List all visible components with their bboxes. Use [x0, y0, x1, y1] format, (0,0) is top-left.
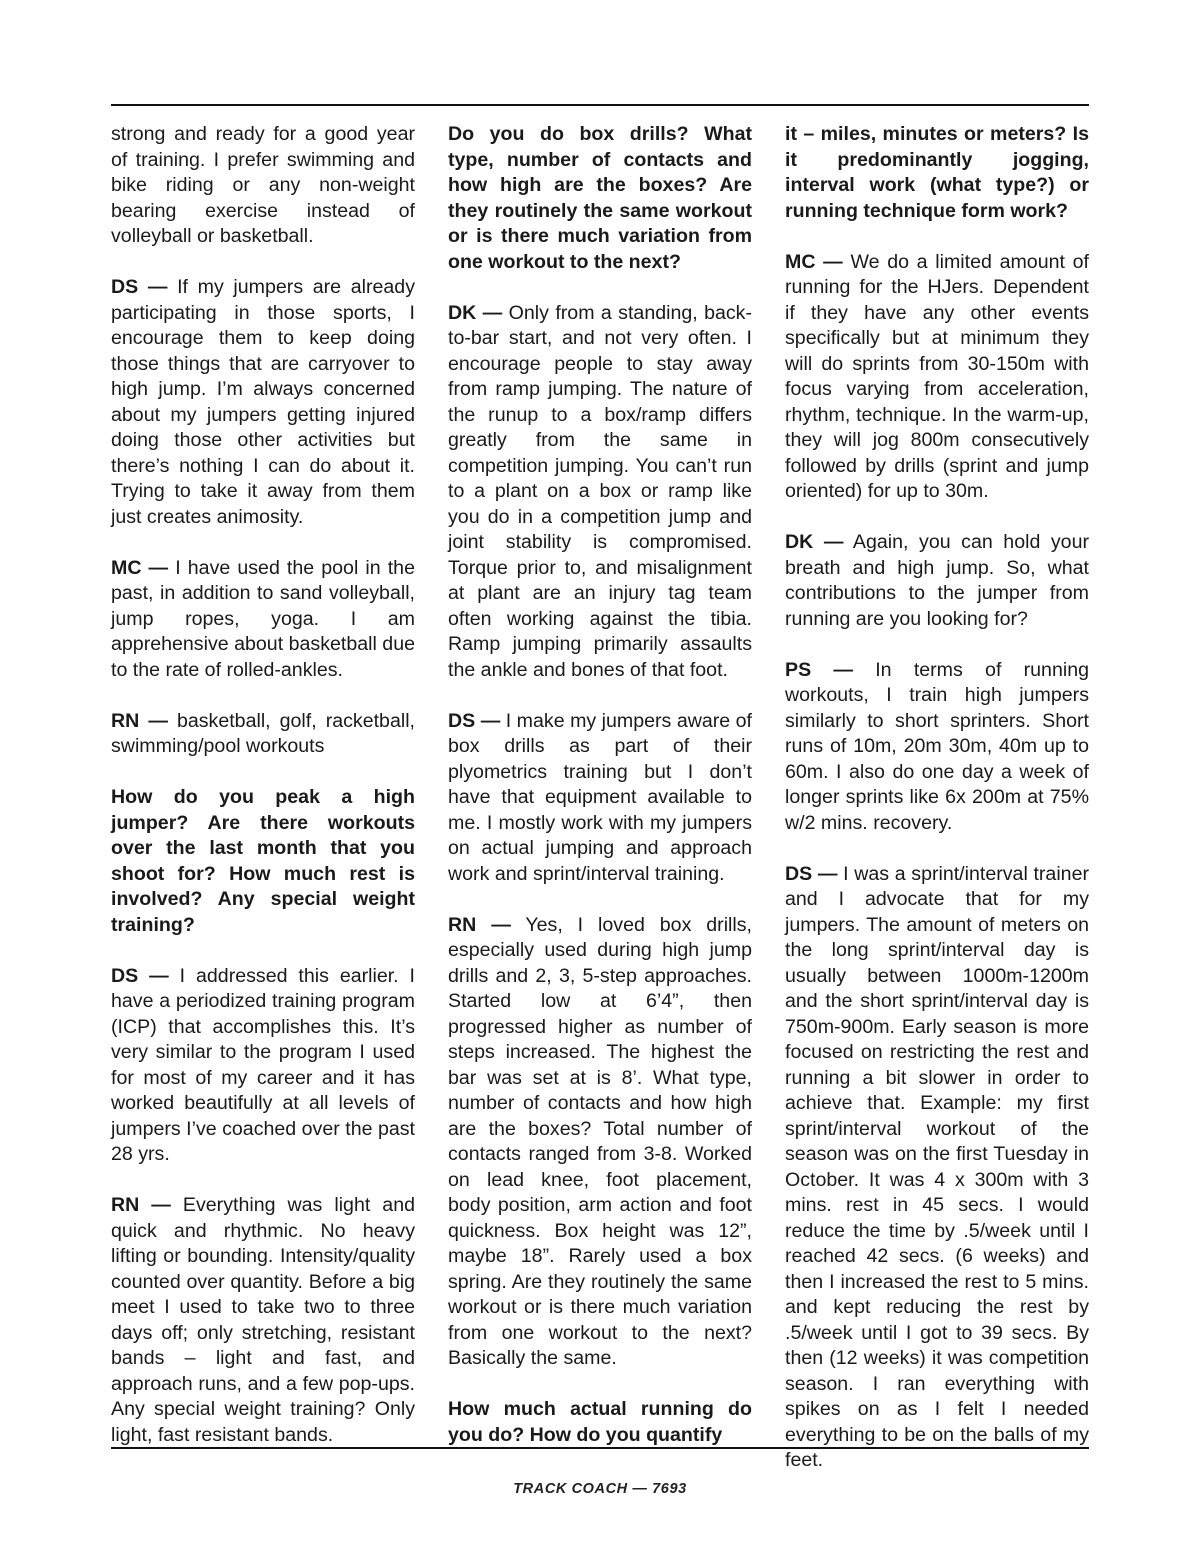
answer-paragraph: DS — If my jumpers are already participating in those sports, I encourage them to keep doing those things that are carryover to high jump. I’m always concerned about my jumpers getting injured doing those other activities but there’s nothing I can do about it. Trying to take it away from them just creates animosity. — [111, 276, 415, 528]
speaker-label: DK — — [448, 301, 503, 324]
answer-paragraph: DS — I addressed this earlier. I have a periodized training program (ICP) that accomplishes this. It’s very similar to the program I used for most of my career and it has worked beautifully at all levels of jumpers I’ve coached over the past 28 yrs. — [111, 964, 415, 1165]
speaker-label: RN — — [448, 913, 511, 936]
answer-paragraph: RN — basketball, golf, racketball, swimming/pool workouts — [111, 709, 415, 757]
question-paragraph: it – miles, minutes or meters? Is it predominantly jogging, interval work (what type?) or running technique form work? — [785, 123, 1089, 222]
speaker-label: DS — — [448, 709, 501, 732]
top-rule — [111, 104, 1089, 106]
question-paragraph: Do you do box drills? What type, number of contacts and how high are the boxes? Are they routinely the same workout or is there much variation from one workout to the next? — [448, 123, 752, 273]
speaker-label: PS — — [785, 658, 853, 681]
page-footer: TRACK COACH — 7693 — [513, 1481, 687, 1497]
speaker-label: DS — — [111, 964, 169, 987]
answer-paragraph: DS — I was a sprint/interval trainer and I advocate that for my jumpers. The amount of meters on the long sprint/interval day is usually between 1000m-1200m and the short sprint/interval day is 750m-900m. Early season is more focused on restricting the rest and running a bit slower in order to achieve that. Example: my first sprint/interval workout of the season was on the first Tuesday in October. It was 4 x 300m with 3 mins. rest in 45 secs. I would reduce the time by .5/week until I reached 42 secs. (6 weeks) and then I increased the rest to 5 mins. and kept reducing the rest by .5/week until I got to 39 secs. By then (12 weeks) it was competition season. I ran everything with spikes on as I felt I needed everything to be on the balls of my feet. — [785, 862, 1089, 1471]
answer-paragraph: DS — I make my jumpers aware of box drills as part of their plyometrics training but I don’t have that equipment available to me. I mostly work with my jumpers on actual jumping and approach work and sprint/interval training. — [448, 709, 752, 885]
speaker-label: MC — — [111, 556, 169, 579]
answer-paragraph: RN — Yes, I loved box drills, especially used during high jump drills and 2, 3, 5-step approaches. Started low at 6’4”, then progressed higher as number of steps increased. The highest the bar was set at is 8’. What type, number of contacts and how high are the boxes? Total number of contacts ranged from 3-8. Worked on lead knee, foot placement, body position, arm action and foot quickness. Box height was 12”, maybe 18”. Rarely used a box spring. Are they routinely the same workout or is there much variation from one workout to the next? Basically the same. — [448, 913, 753, 1369]
column-2 — [448, 122, 752, 1474]
answer-paragraph: DK — Again, you can hold your breath and high jump. So, what contributions to the jumper from running are you looking for? — [785, 531, 1089, 630]
speaker-label: DK — — [785, 531, 844, 553]
question-paragraph: How much actual running do you do? How do you quantify — [448, 1398, 752, 1446]
column-1 — [111, 122, 415, 1474]
speaker-label: RN — — [111, 709, 168, 732]
answer-paragraph: MC — We do a limited amount of running for the HJers. Dependent if they have any other events specifically but at minimum they will do sprints from 30-150m with focus varying from acceleration, rhythm, technique. In the warm-up, they will jog 800m consecutively followed by drills (sprint and jump oriented) for up to 30m. — [785, 250, 1089, 502]
speaker-label: RN — — [111, 1194, 171, 1216]
speaker-label: MC — — [785, 250, 843, 273]
answer-paragraph: MC — I have used the pool in the past, in addition to sand volleyball, jump ropes, yoga. I am apprehensive about basketball due to the rate of rolled-ankles. — [111, 556, 415, 681]
answer-paragraph: DK — Only from a standing, back-to-bar start, and not very often. I encourage people to stay away from ramp jumping. The nature of the runup to a box/ramp differs greatly from the same in competition jumping. You can’t run to a plant on a box or ramp like you do in a competition jump and joint stability is compromised. Torque prior to, and misalignment at plant are an injury tag team often working against the tibia. Ramp jumping primarily assaults the ankle and bones of that foot. — [448, 301, 752, 681]
speaker-label: DS — — [785, 862, 838, 885]
speaker-label: DS — — [111, 276, 168, 298]
paragraph: strong and ready for a good year of training. I prefer swimming and bike riding or any non-weight bearing exercise instead of volleyball or basketball. — [111, 123, 415, 247]
answer-paragraph: PS — In terms of running workouts, I train high jumpers similarly to short sprinters. Short runs of 10m, 20m 30m, 40m up to 60m. I also do one day a week of longer sprints like 6x 200m at 75% w/2 mins. recovery. — [785, 658, 1089, 834]
column-3 — [785, 122, 1089, 1499]
question-paragraph: How do you peak a high jumper? Are there workouts over the last month that you shoot for? How much rest is involved? Any special weight training? — [111, 786, 415, 936]
answer-paragraph: RN — Everything was light and quick and rhythmic. No heavy lifting or bounding. Intensity/quality counted over quantity. Before a big meet I used to take two to three days off; only stretching, resistant bands – light and fast, and approach runs, and a few pop-ups. Any special weight training? Only light, fast resistant bands. — [111, 1194, 415, 1446]
bottom-rule — [111, 1447, 1089, 1449]
